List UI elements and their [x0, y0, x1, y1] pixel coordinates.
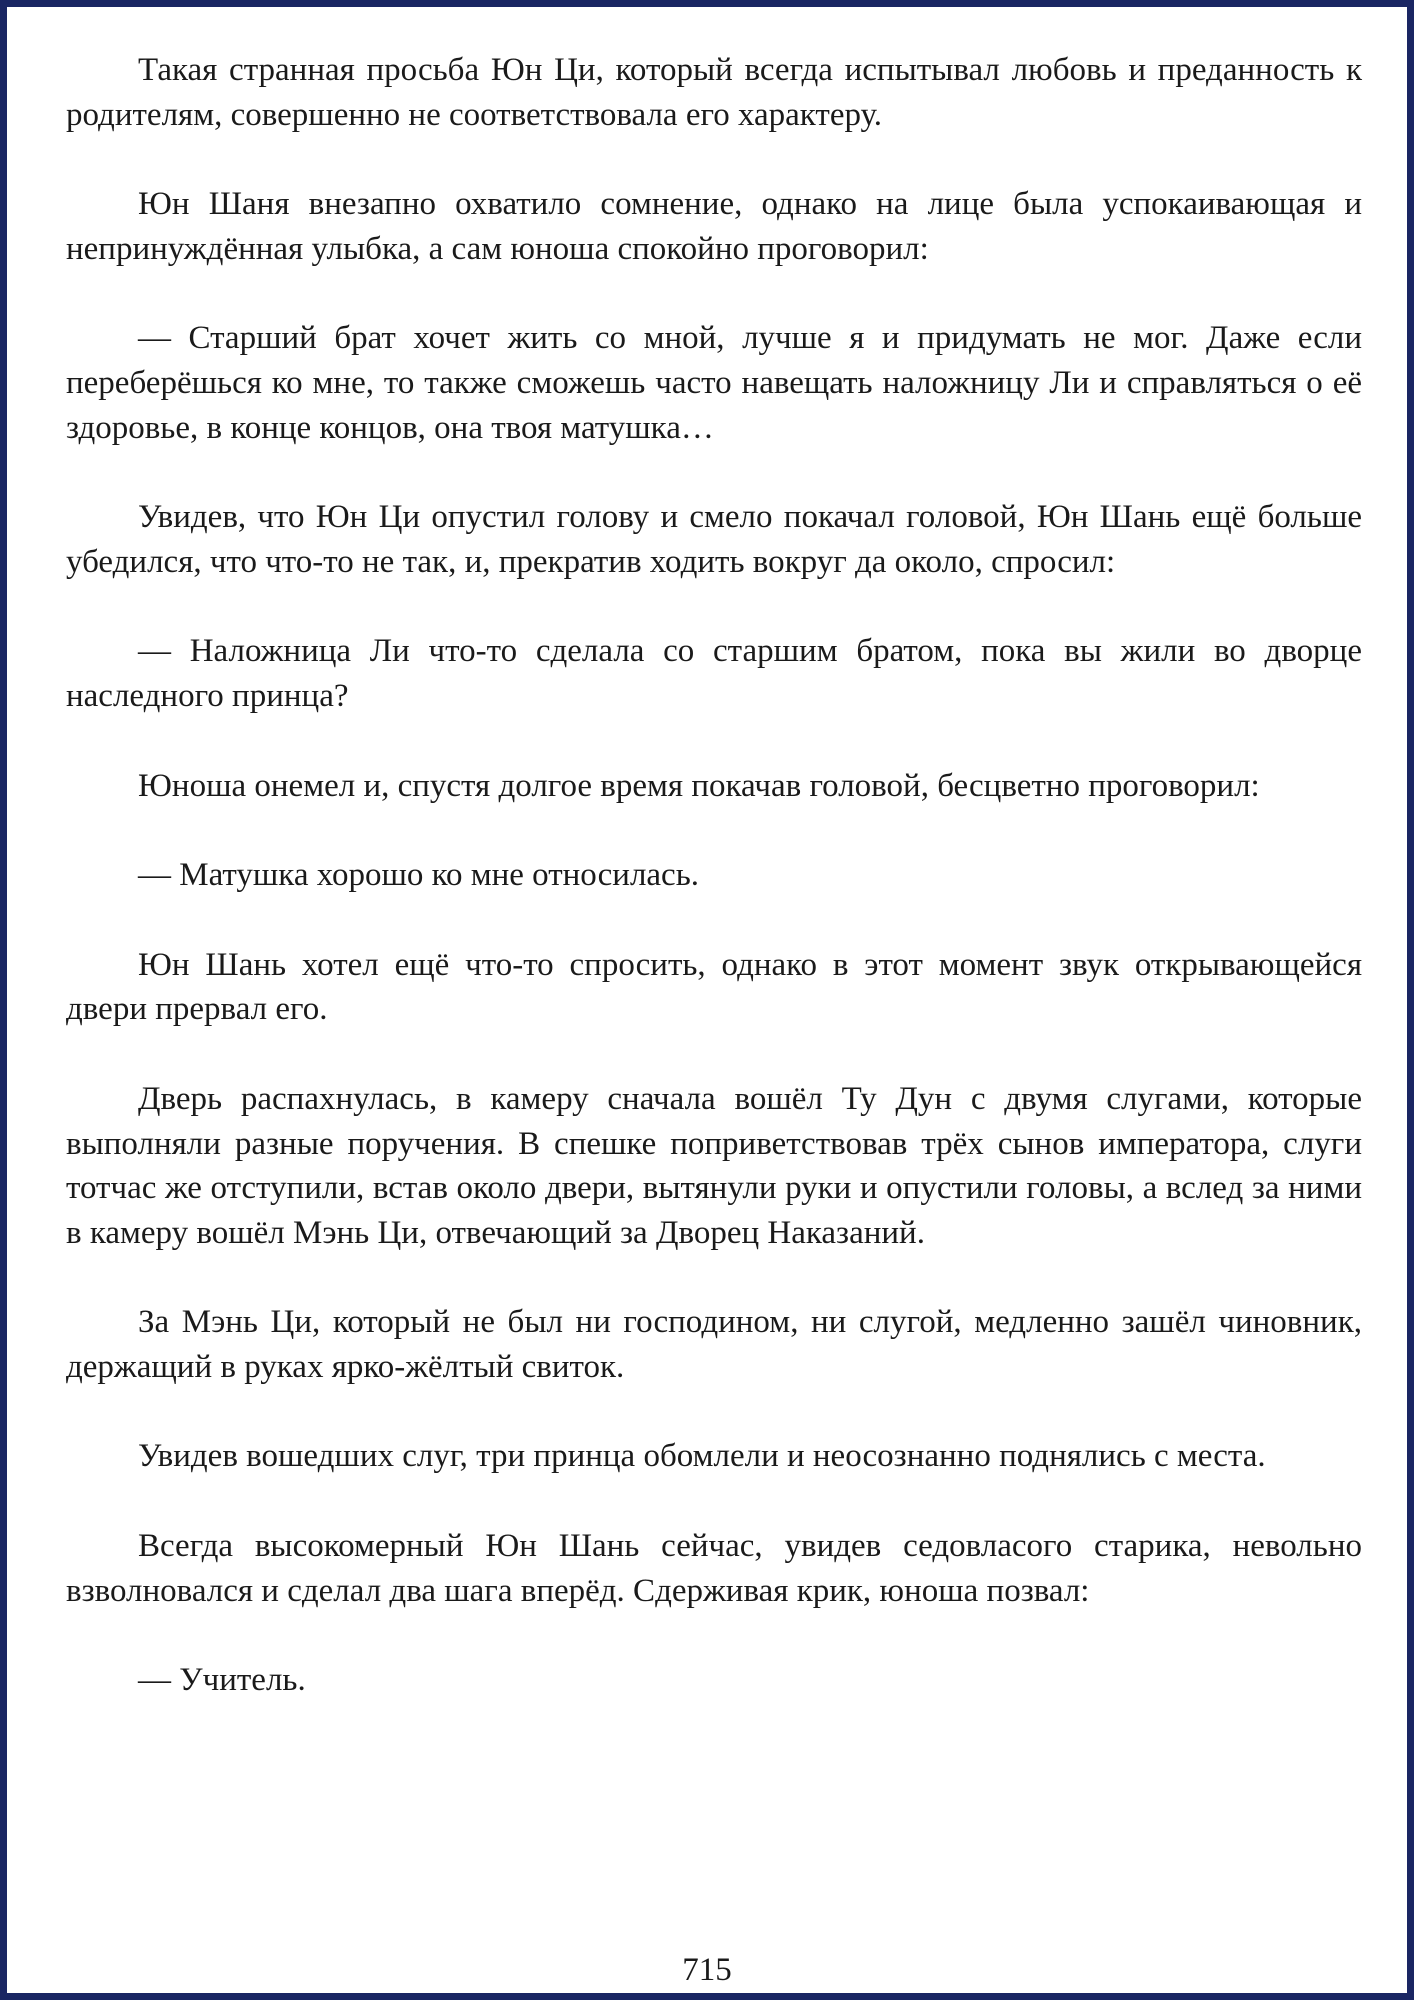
paragraph-4: Увидев, что Юн Ци опустил голову и смело покачал головой, Юн Шань ещё больше убедился, что что-то не так, и, прекратив ходить вокруг да около, спросил: [66, 499, 1362, 580]
paragraph-12: Всегда высокомерный Юн Шань сейчас, увидев седовласого старика, невольно взволновался и сделал два шага вперёд. Сдерживая крик, юноша позвал: [66, 1528, 1362, 1609]
paragraph-10: За Мэнь Ци, который не был ни господином, ни слугой, медленно зашёл чиновник, держащий в руках ярко-жёлтый свиток. [66, 1304, 1362, 1385]
paragraph-7: — Матушка хорошо ко мне относилась. [138, 857, 699, 894]
paragraph-6: Юноша онемел и, спустя долгое время покачав головой, бесцветно проговорил: [138, 767, 1260, 804]
paragraph-3: — Старший брат хочет жить со мной, лучше я и придумать не мог. Даже если переберёшься ко мне, то также сможешь часто навещать наложницу Ли и справляться о её здоровье, в конце концов, она твоя матушка… [66, 320, 1362, 446]
paragraph-9: Дверь распахнулась, в камеру сначала вошёл Ту Дун с двумя слугами, которые выполняли разные поручения. В спешке поприветствовав трёх сынов императора, слуги тотчас же отступили, встав около двери, вытянули руки и опустили головы, а вслед за ними в камеру вошёл Мэнь Ци, отвечающий за Дворец Наказаний. [66, 1080, 1362, 1251]
paragraph-13: — Учитель. [138, 1662, 306, 1699]
paragraph-8: Юн Шань хотел ещё что-то спросить, однако в этот момент звук открывающейся двери прервал его. [66, 946, 1362, 1028]
page-body [66, 48, 1362, 1748]
page-number: 715 [682, 1952, 732, 1988]
paragraph-5: — Наложница Ли что-то сделала со старшим братом, пока вы жили во дворце наследного принца? [66, 633, 1362, 714]
paragraph-1: Такая странная просьба Юн Ци, который всегда испытывал любовь и преданность к родителям, совершенно не соответствовала его характеру. [66, 52, 1362, 133]
paragraph-2: Юн Шаня внезапно охватило сомнение, однако на лице была успокаивающая и непринуждённая улыбка, а сам юноша спокойно проговорил: [66, 186, 1362, 267]
paragraph-11: Увидев вошедших слуг, три принца обомлели и неосознанно поднялись с места. [138, 1438, 1266, 1475]
